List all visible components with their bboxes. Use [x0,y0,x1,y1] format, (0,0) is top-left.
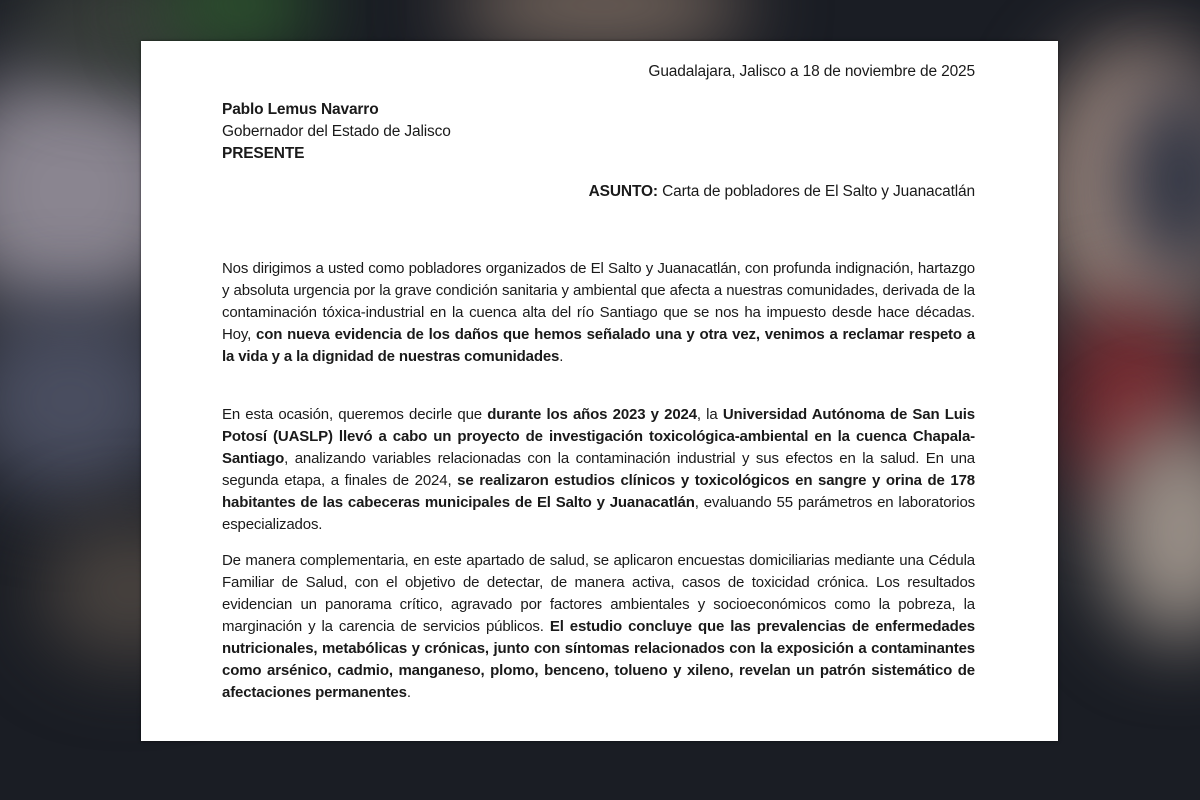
paragraph-3 [222,550,975,704]
text-run: , evaluando 55 parámetros en laboratorios especializados. [222,494,975,533]
text-run: Nos dirigimos a usted como pobladores organizados de El Salto y Juanacatlán, con profunda indignación, hartazgo y absoluta urgencia por la grave condición sanitaria y ambiental que afecta a nuestras comunidades, derivada de la contaminación tóxica-industrial en la cuenca alta del río Santiago que se nos ha impuesto desde hace décadas. Hoy, [222,260,975,343]
recipient-name: Pablo Lemus Navarro [222,101,379,118]
date-line: Guadalajara, Jalisco a 18 de noviembre de 2025 [648,63,975,80]
text-run: De manera complementaria, en este apartado de salud, se aplicaron encuestas domiciliarias mediante una Cédula Familiar de Salud, con el objetivo de detectar, de manera activa, casos de toxicidad crónica. Los resultados evidencian un panorama crítico, agravado por factores ambientales y socioeconómicos como la pobreza, la marginación y la carencia de servicios públicos. [222,552,975,635]
recipient-role: Gobernador del Estado de Jalisco [222,123,451,140]
recipient-block [222,99,451,165]
bold-text-run: El estudio concluye que las prevalencias de enfermedades nutricionales, metabólicas y crónicas, junto con síntomas relacionados con la exposición a contaminantes como arsénico, cadmio, manganeso, plomo, benceno, tolueno y xileno, revelan un patrón sistemático de afectaciones permanentes [222,618,976,701]
text-run: , la [696,406,723,423]
bold-text-run: Universidad Autónoma de San Luis Potosí (UASLP) llevó a cabo un proyecto de investigación toxicológica-ambiental en la cuenca Chapala-Santiago [222,406,975,467]
paragraph-1 [222,258,975,368]
text-run: . [406,684,411,701]
subject-line [589,181,975,203]
recipient-presente: PRESENTE [222,145,305,162]
text-run: . [559,348,564,365]
subject-text: Carta de pobladores de El Salto y Juanacatlán [657,183,975,200]
subject-label: ASUNTO: [588,183,658,200]
bold-text-run: se realizaron estudios clínicos y toxicológicos en sangre y orina de 178 habitantes de las cabeceras municipales de El Salto y Juanacatlán [222,472,975,511]
bold-text-run: durante los años 2023 y 2024 [487,406,697,423]
paragraph-2 [222,404,975,536]
letter-page [141,41,1058,741]
text-run: En esta ocasión, queremos decirle que [222,406,488,423]
text-run: , analizando variables relacionadas con la contaminación industrial y sus efectos en la salud. En una segunda etapa, a finales de 2024, [222,450,975,489]
bold-text-run: con nueva evidencia de los daños que hemos señalado una y otra vez, venimos a reclamar respeto a la vida y a la dignidad de nuestras comunidades [222,326,975,365]
